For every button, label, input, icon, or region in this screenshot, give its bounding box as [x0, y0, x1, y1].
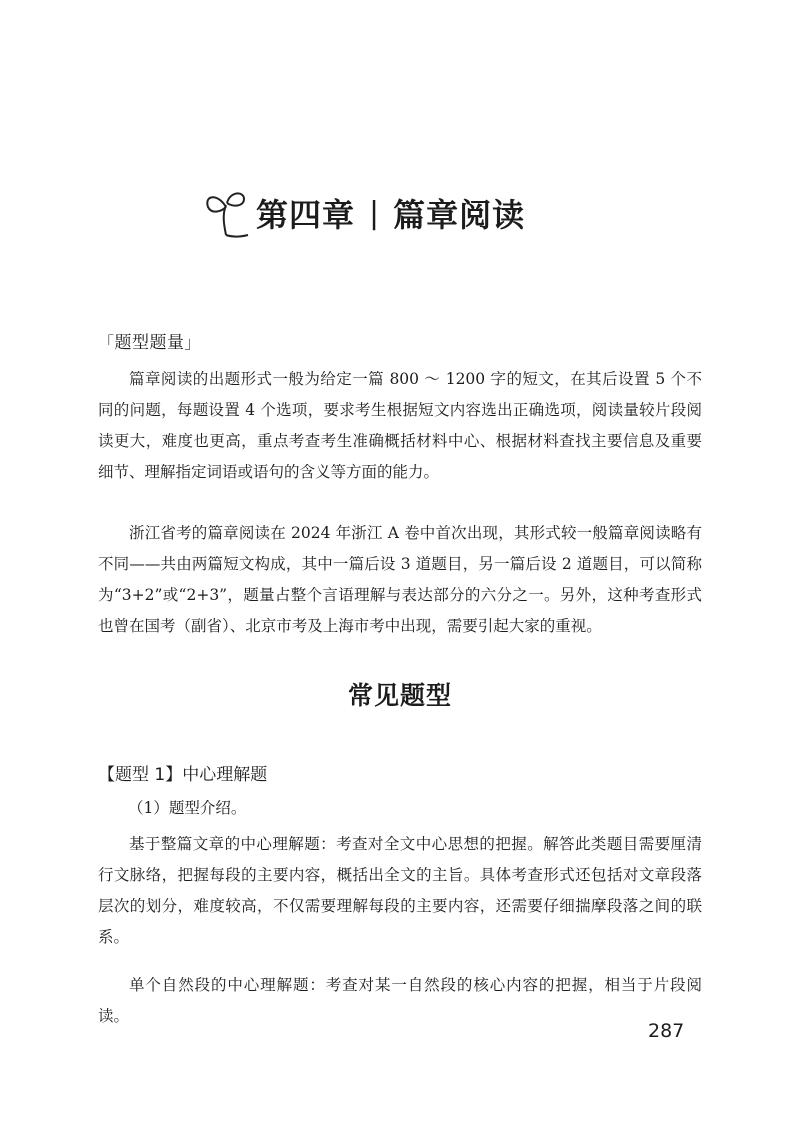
sprout-icon — [200, 185, 252, 241]
sub-heading: （1）题型介绍。 — [128, 799, 247, 817]
paragraph-whole-text: 基于整篇文章的中心理解题：考查对全文中心思想的把握。解答此类题目需要厘清行文脉络，把握每段的主要内容，概括出全文的主旨。具体考查形式还包括对文章段落层次的划分，难度较高，不仅需要理解每段的主要内容，还需要仔细揣摩段落之间的联系。 — [98, 835, 702, 946]
type-heading: 【题型 1】中心理解题 — [98, 765, 268, 785]
page-number: 287 — [648, 1020, 685, 1042]
question-type-heading-text: 题型题量 — [114, 333, 185, 353]
paragraph-single: 单个自然段的中心理解题：考查对某一自然段的核心内容的把握，相当于片段阅读。 — [98, 976, 702, 1025]
chapter-name: 篇章阅读 — [393, 196, 526, 234]
close-bracket: 」 — [184, 333, 202, 352]
paragraph-zhejiang: 浙江省考的篇章阅读在 2024 年浙江 A 卷中首次出现，其形式较一般篇章阅读略有不同——共由两篇短文构成，其中一篇后设 3 道题目，另一篇后设 2 道题目，可以简称为“3+2”或“2+3”，题量占整个言语理解与表达部分的六分之一。另外，这种考查形式也曾在国考（副省）、北京市考及上海市考中出现，需要引起大家的重视。 — [98, 524, 702, 635]
paragraph-intro: 篇章阅读的出题形式一般为给定一篇 800 ～ 1200 字的短文，在其后设置 5 个不同的问题，每题设置 4 个选项，要求考生根据短文内容选出正确选项，阅读量较片段阅读更大，难度也更高，重点考查考生准确概括材料中心、根据材料查找主要信息及重要细节、理解指定词语或语句的含义等方面的能力。 — [98, 370, 702, 481]
chapter-title — [200, 178, 620, 248]
section-title: 常见题型 — [347, 681, 452, 710]
question-type-heading — [98, 328, 201, 353]
open-bracket: 「 — [98, 333, 115, 352]
chapter-label: 第四章 — [256, 196, 356, 234]
chapter-divider: | — [369, 195, 380, 231]
